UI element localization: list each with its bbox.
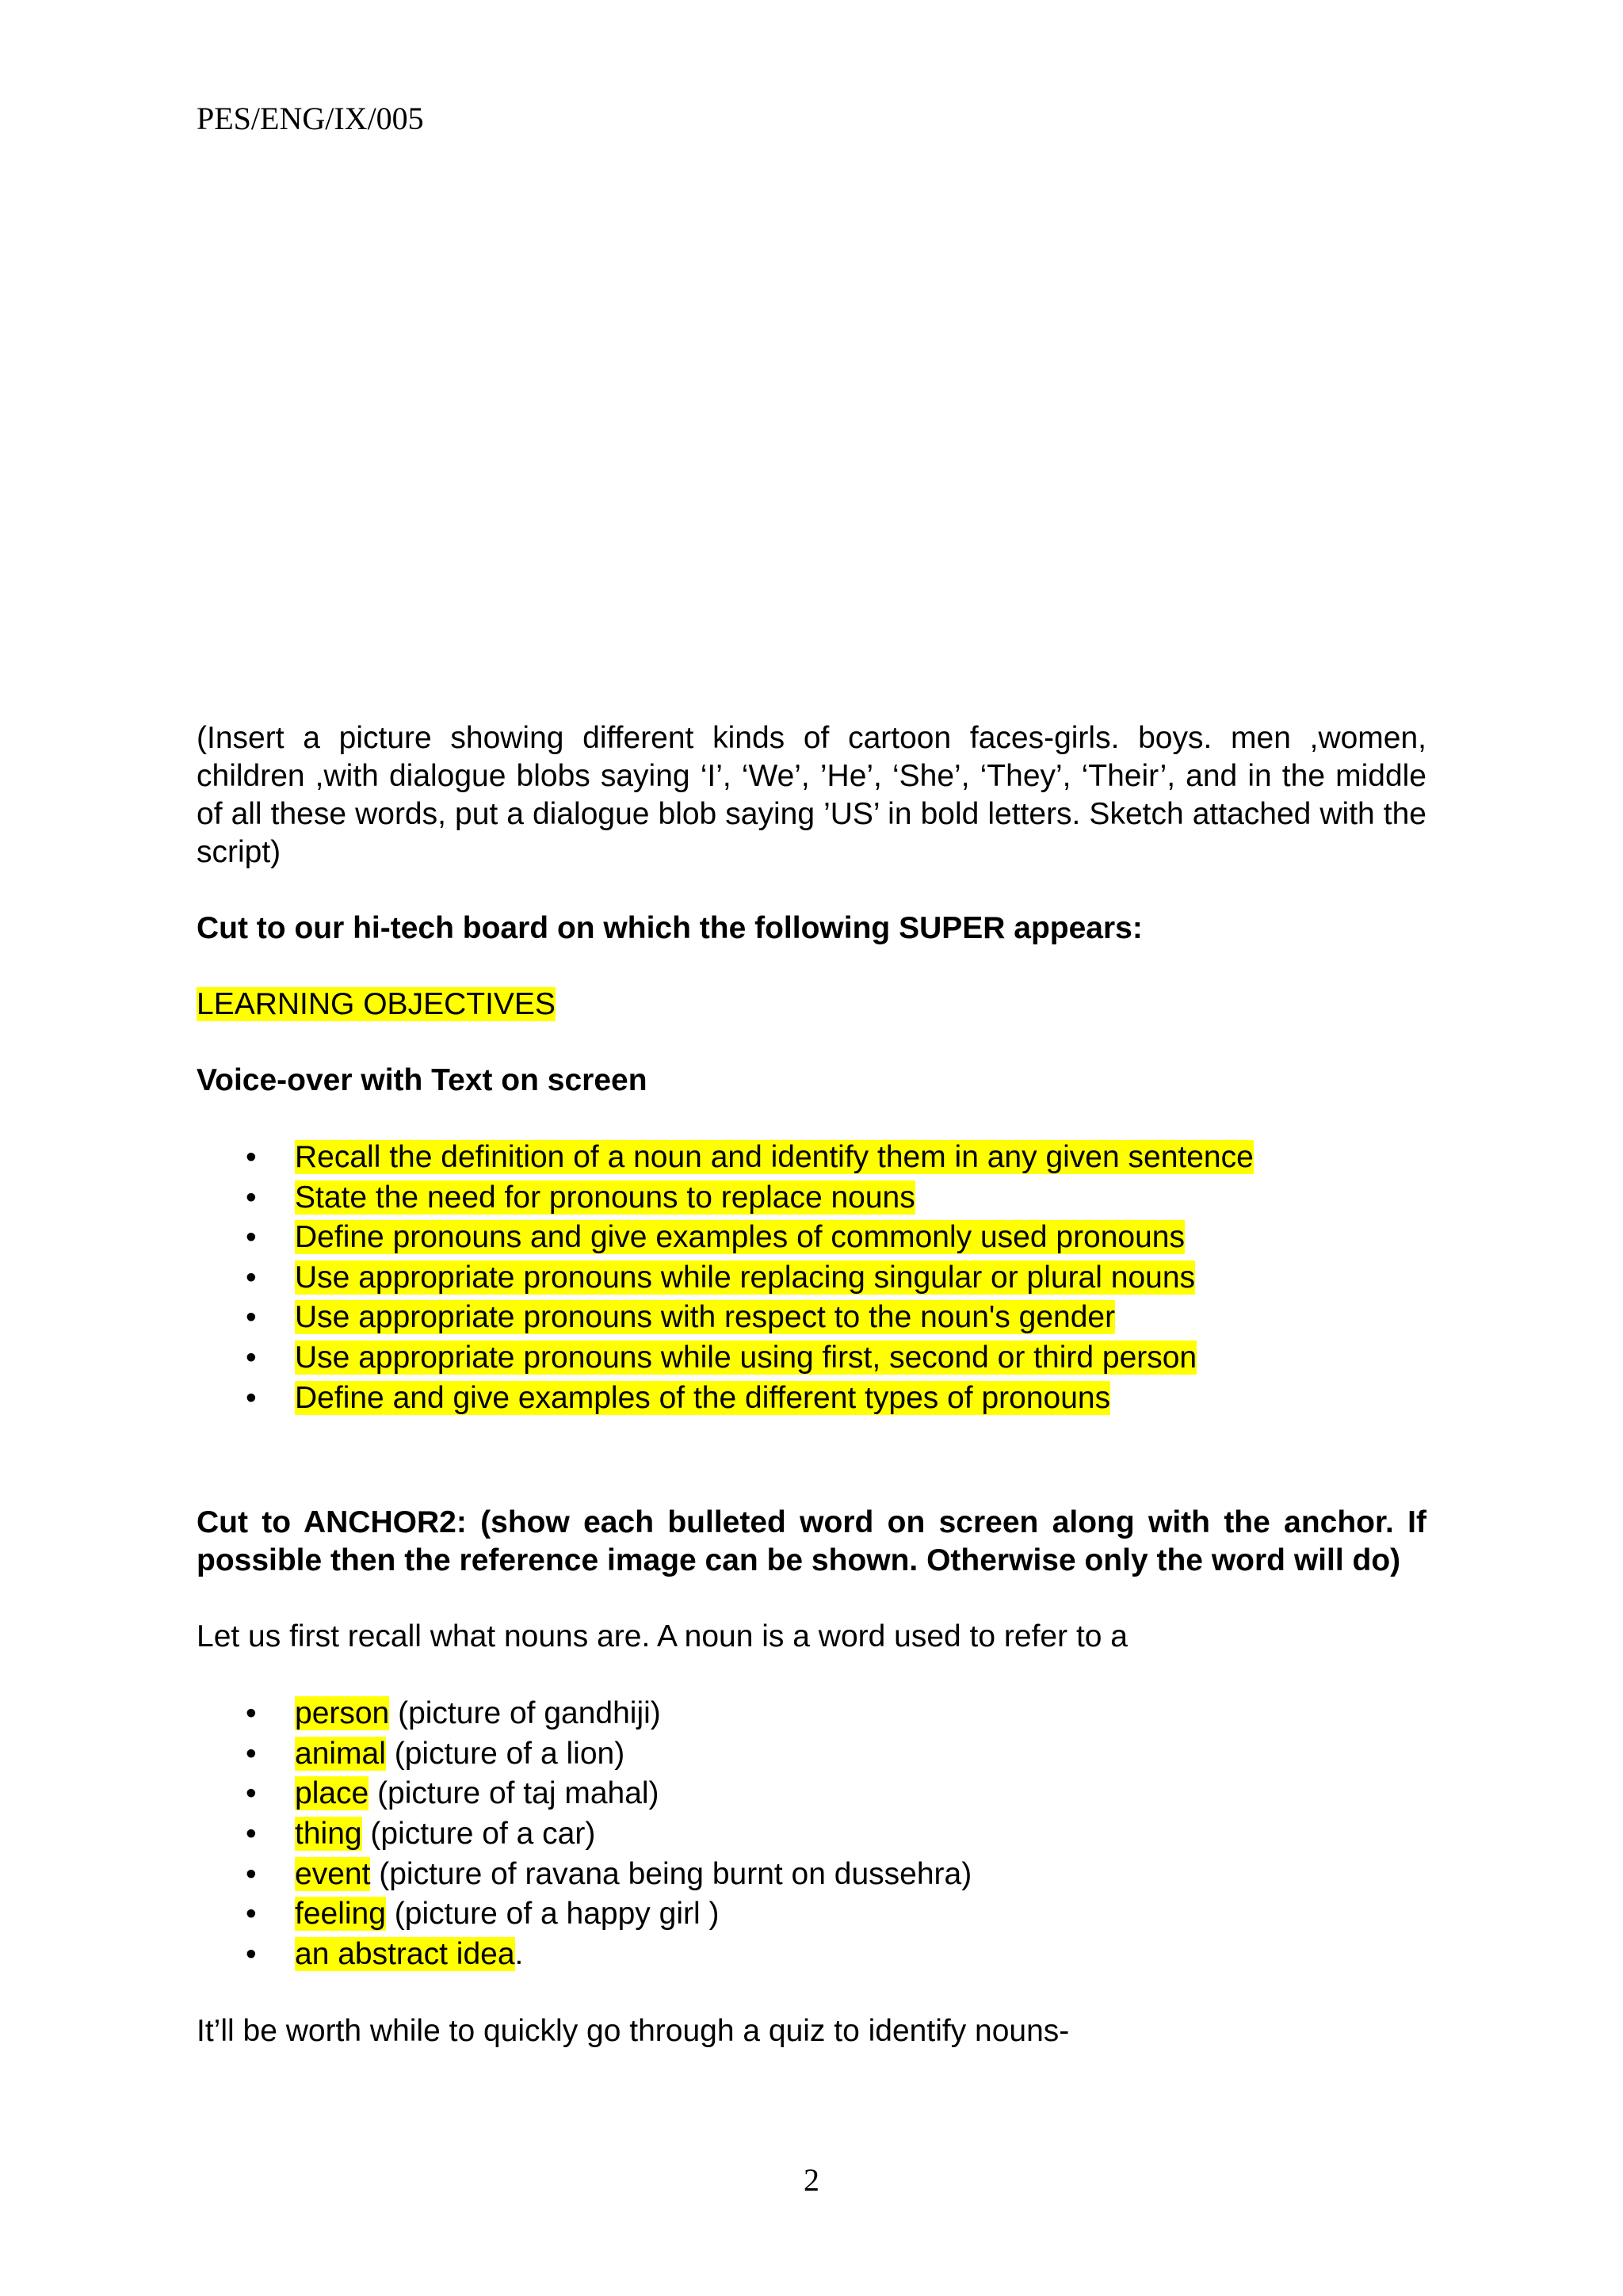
learning-objectives-heading — [197, 986, 1426, 1024]
noun-note: (picture of a happy girl ) — [385, 1897, 720, 1932]
bullet-icon: • — [246, 1936, 257, 1971]
list-item — [197, 1935, 1426, 1975]
list-item — [197, 1138, 1426, 1178]
quiz-line: It’ll be worth while to quickly go through a quiz to identify nouns- — [197, 2014, 1070, 2049]
noun-note: (picture of a lion) — [385, 1736, 625, 1771]
noun-word: thing — [295, 1816, 362, 1851]
bullet-icon: • — [246, 1696, 257, 1731]
objective-text: Define pronouns and give examples of commonly used pronouns — [295, 1220, 1186, 1255]
bullet-icon: • — [246, 1340, 257, 1375]
objective-text: Use appropriate pronouns while replacing singular or plural nouns — [295, 1260, 1196, 1295]
bullet-icon: • — [246, 1856, 257, 1891]
noun-note: (picture of a car) — [361, 1816, 596, 1851]
bullet-icon: • — [246, 1180, 257, 1215]
picture-instruction: (Insert a picture showing different kinds of cartoon faces-girls. boys. men ,women, children ,with dialogue blobs saying ‘I’, ‘We’, ’He’, ‘She’, ‘They’, ‘Their’, and in the middle of all these words, put a dialogue blob saying ’US’ in bold letters. Sketch attached with the script) — [197, 721, 1426, 869]
noun-note: . — [514, 1936, 524, 1971]
cut-to-board-heading: Cut to our hi-tech board on which the following SUPER appears: — [197, 911, 1143, 945]
page-number: 2 — [804, 2162, 819, 2198]
noun-note: (picture of taj mahal) — [369, 1776, 659, 1811]
noun-examples-list — [197, 1694, 1426, 1974]
noun-word: place — [295, 1776, 369, 1811]
list-item — [197, 1814, 1426, 1855]
objective-text: Define and give examples of the different types of pronouns — [295, 1380, 1111, 1415]
list-item — [197, 1774, 1426, 1814]
objective-text: Use appropriate pronouns with respect to the noun's gender — [295, 1300, 1116, 1335]
noun-word: an abstract idea — [295, 1936, 515, 1971]
learning-objectives-title: LEARNING OBJECTIVES — [197, 987, 556, 1021]
bullet-icon: • — [246, 1220, 257, 1255]
objective-text: Recall the definition of a noun and identify them in any given sentence — [295, 1140, 1254, 1174]
list-item — [197, 1258, 1426, 1299]
bullet-icon: • — [246, 1300, 257, 1335]
bullet-icon: • — [246, 1140, 257, 1174]
bullet-icon: • — [246, 1897, 257, 1932]
noun-word: event — [295, 1856, 371, 1891]
cut-to-anchor-heading: Cut to ANCHOR2: (show each bulleted word on screen along with the anchor. If possible then the reference image can be shown. Otherwise only the word will do) — [197, 1505, 1426, 1578]
noun-word: animal — [295, 1736, 386, 1771]
noun-intro: Let us first recall what nouns are. A noun is a word used to refer to a — [197, 1619, 1128, 1654]
noun-word: feeling — [295, 1897, 386, 1932]
list-item — [197, 1734, 1426, 1775]
list-item — [197, 1894, 1426, 1935]
list-item — [197, 1855, 1426, 1895]
list-item — [197, 1218, 1426, 1258]
list-item — [197, 1298, 1426, 1338]
list-item — [197, 1338, 1426, 1379]
list-item — [197, 1379, 1426, 1419]
page-content — [197, 719, 1426, 2050]
document-code: PES/ENG/IX/005 — [197, 101, 424, 136]
bullet-icon: • — [246, 1776, 257, 1811]
list-item — [197, 1178, 1426, 1219]
objective-text: State the need for pronouns to replace nouns — [295, 1180, 915, 1215]
bullet-icon: • — [246, 1736, 257, 1771]
bullet-icon: • — [246, 1380, 257, 1415]
objectives-list — [197, 1138, 1426, 1418]
objective-text: Use appropriate pronouns while using first, second or third person — [295, 1340, 1197, 1375]
noun-note: (picture of ravana being burnt on dussehra) — [370, 1856, 972, 1891]
voiceover-heading: Voice-over with Text on screen — [197, 1063, 647, 1097]
bullet-icon: • — [246, 1816, 257, 1851]
noun-note: (picture of gandhiji) — [389, 1696, 661, 1731]
bullet-icon: • — [246, 1260, 257, 1295]
noun-word: person — [295, 1696, 390, 1731]
list-item — [197, 1694, 1426, 1734]
